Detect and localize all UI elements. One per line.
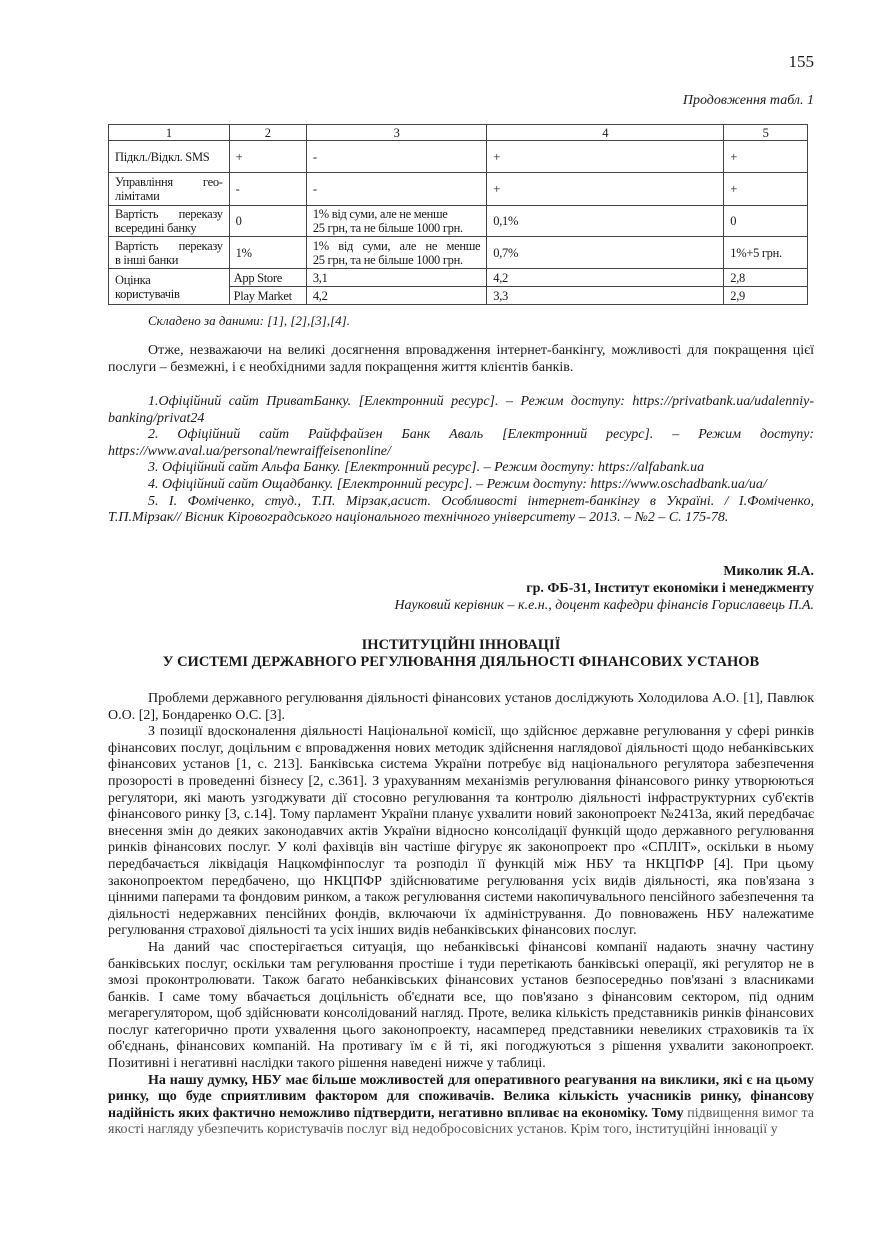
row-label-line: Управління гео- xyxy=(115,175,223,189)
table-header-cell: 5 xyxy=(724,125,808,141)
row-label xyxy=(109,269,230,305)
row-label: Підкл./Відкл. SMS xyxy=(109,141,230,173)
table-cell: 2,9 xyxy=(724,287,808,305)
article-title-line: У СИСТЕМІ ДЕРЖАВНОГО РЕГУЛЮВАННЯ ДІЯЛЬНОСТІ ФІНАНСОВИХ УСТАНОВ xyxy=(162,654,760,670)
table-header-cell: 4 xyxy=(487,125,724,141)
table-cell: 0 xyxy=(229,206,306,237)
row-label-line: всередині банку xyxy=(115,221,197,235)
row-label xyxy=(109,173,230,206)
author-affiliation: гр. ФБ-31, Інститут економіки і менеджменту xyxy=(526,581,814,596)
body-paragraph: Проблеми державного регулювання діяльності фінансових установ досліджують Холодилова А.О. [1], Павлюк О.О. [2], Бондаренко О.С. [3]. xyxy=(108,691,814,723)
row-label-line: Вартість переказу xyxy=(115,238,223,253)
table-cell xyxy=(306,237,486,269)
article-body xyxy=(108,691,814,1139)
reference-item: 4. Офіційний сайт Ощадбанку. [Електронний ресурс]. – Режим доступу: https://www.oschadbank.ua/ua/ xyxy=(148,476,767,492)
table-cell: - xyxy=(306,141,486,173)
table-cell: 3,1 xyxy=(306,269,486,287)
table-cell: + xyxy=(229,141,306,173)
author-name: Миколик Я.А. xyxy=(723,564,814,579)
article-title xyxy=(108,637,814,671)
table-cell: 4,2 xyxy=(487,269,724,287)
row-label-line: користувачів xyxy=(115,286,180,301)
cell-line: 25 грн, та не більше 1000 грн. xyxy=(312,221,463,235)
table-header-cell: 2 xyxy=(229,125,306,141)
table-header-cell: 1 xyxy=(109,125,230,141)
table-row xyxy=(109,173,808,206)
table-cell: 4,2 xyxy=(306,287,486,305)
body-paragraph-last xyxy=(108,1073,814,1139)
row-label xyxy=(109,206,230,237)
cell-line: 1% від суми, але не менше xyxy=(312,238,481,253)
table-row xyxy=(109,141,808,173)
row-label-line: Оцінка xyxy=(115,272,151,287)
author-supervisor: Науковий керівник – к.е.н., доцент кафедри фінансів Гориславець П.А. xyxy=(394,598,814,613)
reference-item: 1.Офіційний сайт ПриватБанку. [Електронний ресурс]. – Режим доступу: https://privatbank.ua/udalenniy-banking/privat24 xyxy=(108,394,814,426)
table-row xyxy=(109,237,808,269)
table-row-app-store xyxy=(109,269,808,287)
table-cell xyxy=(306,206,486,237)
table-cell: 1%+5 грн. xyxy=(724,237,808,269)
body-paragraph: З позиції вдосконалення діяльності Національної комісії, що здійснює державне регулювання у сфері ринків фінансових послуг, доцільним є впровадження нових методик здійснення наглядової діяльності щодо небанківських фінансових установ [1, с. 213]. Банківська система України потребує від національного регулятора забезпечення прозорості в проведенні бізнесу [2, с.361]. З урахуванням механізмів регулювання фінансового ринку утворюються регулятори, які мають узгоджувати дії стосовно регулювання та контролю діяльності інфраструктурних суб'єктів фінансового ринку [3, с.14]. Тому парламент України планує ухвалити новий законопроект №2413а, який передбачає внесення змін до деяких законодавчих актів України відносно консолідації функцій щодо державного регулювання ринків фінансових послуг. У колі фахівців він частіше фігурує як законопроект про «СПЛІТ», оскільки в ньому передбачається ліквідація Нацкомфінпослуг та розподіл її функцій між НБУ та НКЦПФР [4]. При цьому законопроектом передбачено, що НКЦПФР здійснюватиме регулювання усіх видів діяльності, яка пов'язана з цінними паперами та фондовим ринком, а також регулювання системи накопичувального пенсійного забезпечення та діяльності недержавних пенсійних фондів, включаючи їх адміністрування. До повноважень НБУ належатиме регулювання страхової діяльності та усіх інших видів небанківських фінансових послуг. xyxy=(108,724,814,939)
table-source-note: Складено за даними: [1], [2],[3],[4]. xyxy=(148,313,350,328)
bold-text: На нашу думку, НБУ має більше можливостей для оперативного реагування на виклики, які є на цьому ринку, що буде сприятливим фактором для споживачів. Велика кількість учасників ринку, фінансову надійність яких фактично неможливо підтвердити, негативно впливає на економіку. Тому xyxy=(108,1072,814,1121)
reference-item: 3. Офіційний сайт Альфа Банку. [Електронний ресурс]. – Режим доступу: https://alfabank.ua xyxy=(148,460,705,476)
platform-label: App Store xyxy=(229,269,306,287)
table-cell: 0,1% xyxy=(487,206,724,237)
conclusion-paragraph xyxy=(108,343,814,376)
body-paragraph: На даний час спостерігається ситуація, що небанківські фінансові компанії надають значну частину банківських послуг, оскільки там регулювання простіше і туди перетікають банківські операції, які регулятор не в змозі проконтролювати. Також багато небанківських фінансових установ безпосередньо пов'язані з власниками банків. І саме тому вбачається доцільність об'єднати все, що пов'язано з фінансовим сектором, під одним мегарегулятором, щоб здійснювати консолідований нагляд. Проте, велика кількість представників ринків фінансових послуг категорично проти ухвалення цього законопроекту, насамперед представники невеликих страховиків та їх об'єднань, фінансових компаній. На противагу їм є й ті, які погоджуються з рішення ухвалити законопроект. Позитивні і негативні наслідки такого рішення наведені нижче у таблиці. xyxy=(108,939,814,1072)
table-cell: 0,7% xyxy=(487,237,724,269)
bank-comparison-table xyxy=(108,124,808,305)
platform-label: Play Market xyxy=(229,287,306,305)
cell-line: 25 грн, та не більше 1000 грн. xyxy=(312,252,463,267)
table-cell: - xyxy=(306,173,486,206)
page-number: 155 xyxy=(788,52,814,71)
row-label-line: Вартість переказу xyxy=(115,207,223,221)
table-cell: 3,3 xyxy=(487,287,724,305)
table-header-cell: 3 xyxy=(306,125,486,141)
cell-line: 1% від суми, але не менше xyxy=(312,207,448,221)
table-cell: 1% xyxy=(229,237,306,269)
table-continuation-caption: Продовження табл. 1 xyxy=(682,93,814,108)
table-cell: + xyxy=(724,141,808,173)
reference-item: 5. І. Фоміченко, студ., Т.П. Мірзак,асист. Особливості інтернет-банкінгу в Україні. / І.Фоміченко, Т.П.Мірзак// Вісник Кіровоградського національного технічного університету – 2013. – №2 – С. 175-78. xyxy=(108,493,814,526)
references-list xyxy=(108,394,814,527)
table-header-row xyxy=(109,125,808,141)
regular-text: підвищення вимог та якості нагляду убезпечить користувачів послуг від недобросовісних установ. Крім того, інституційні інновації у xyxy=(108,1105,814,1138)
table-cell: + xyxy=(487,173,724,206)
reference-item: 2. Офіційний сайт Райффайзен Банк Аваль [Електронний ресурс]. – Режим доступу: https://www.aval.ua/personal/newraiffeisenonline/ xyxy=(108,427,814,459)
row-label-line: в інші банки xyxy=(115,252,179,267)
conclusion-text: Отже, незважаючи на великі досягнення впровадження інтернет-банкінгу, можливості для покращення цієї послуги – безмежні, і є необхідними задля покращення життя клієнтів банків. xyxy=(108,343,814,375)
table-cell: + xyxy=(487,141,724,173)
table-row xyxy=(109,206,808,237)
row-label-line: лімітами xyxy=(115,189,160,203)
table-cell: - xyxy=(229,173,306,206)
table-cell: 0 xyxy=(724,206,808,237)
author-block xyxy=(394,563,814,614)
article-title-line: ІНСТИТУЦІЙНІ ІННОВАЦІЇ xyxy=(361,637,561,653)
table-cell: + xyxy=(724,173,808,206)
row-label xyxy=(109,237,230,269)
table-cell: 2,8 xyxy=(724,269,808,287)
